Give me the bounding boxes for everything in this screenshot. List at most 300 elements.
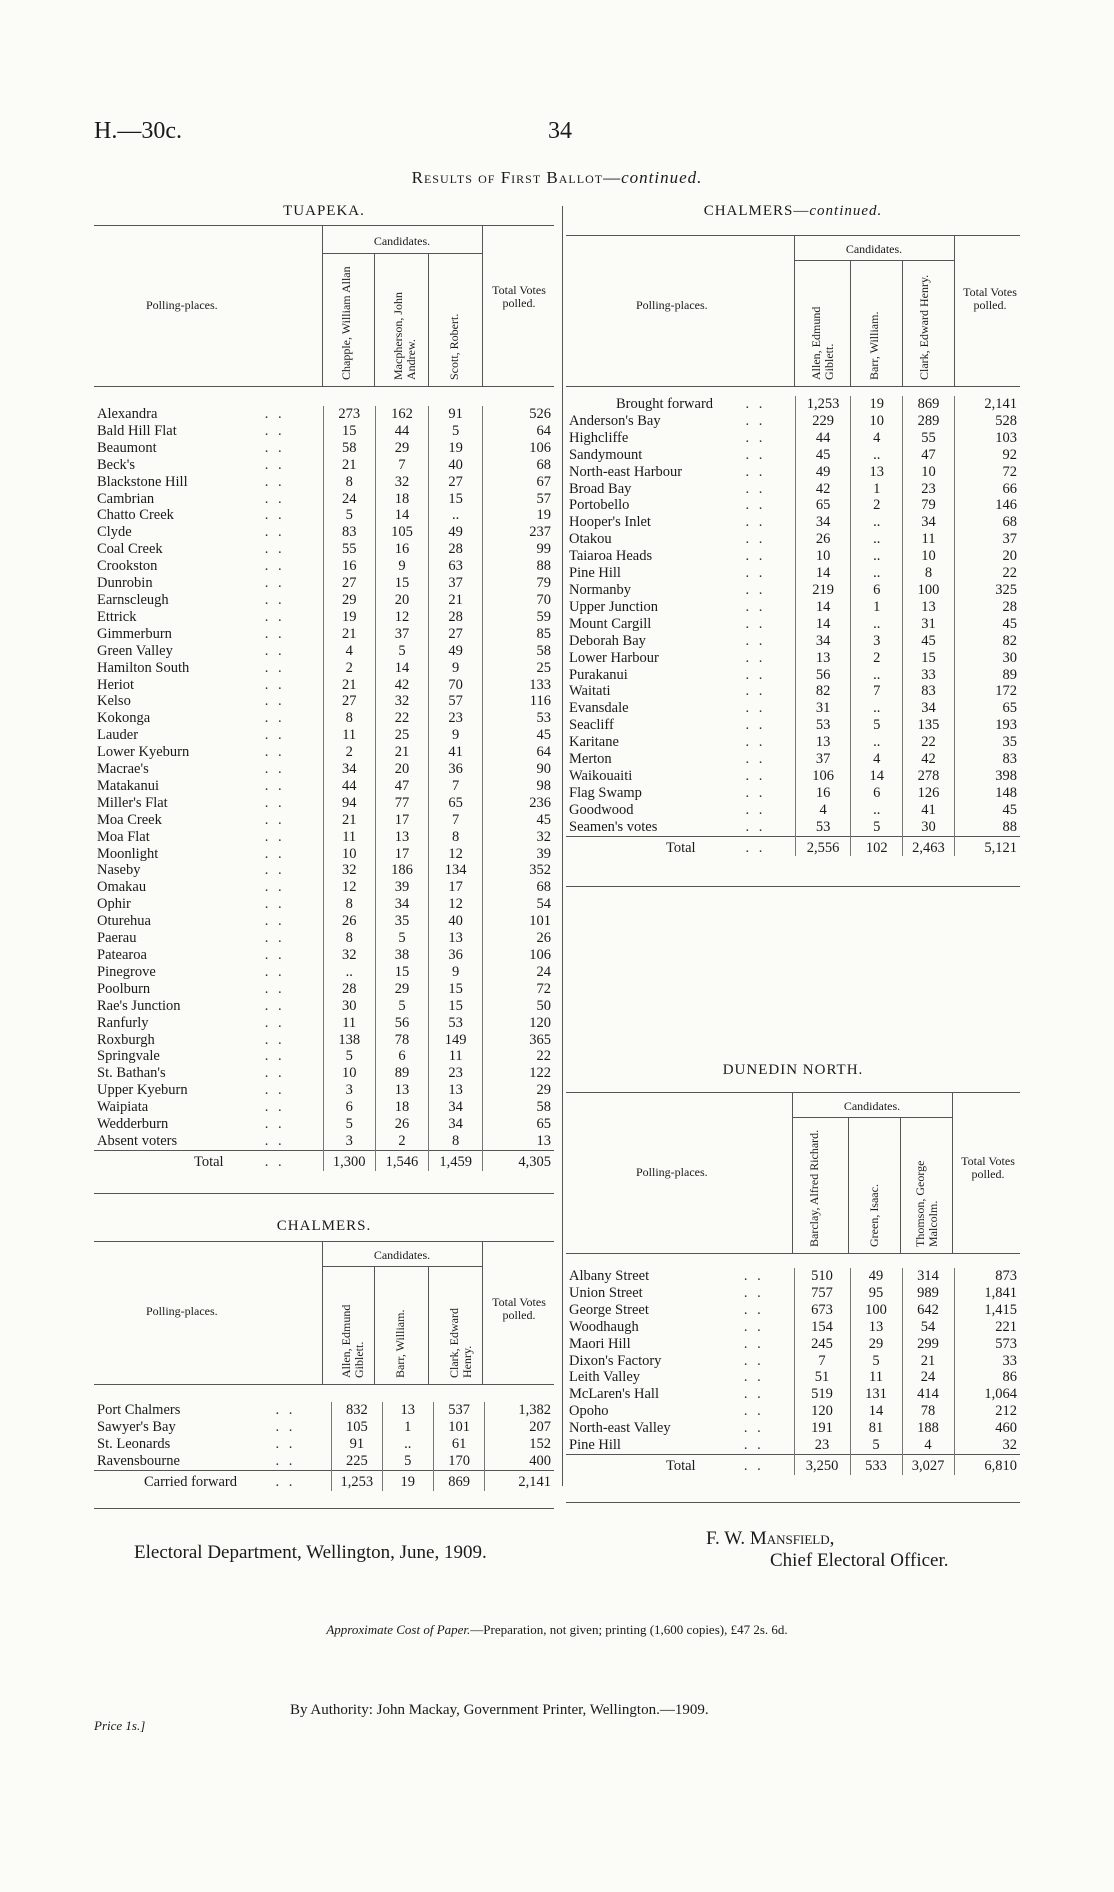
page-title: Results of First Ballot—continued. <box>411 168 703 187</box>
vote-cell: 273 <box>323 406 375 423</box>
total-votes-cell: 67 <box>483 474 554 491</box>
vote-cell: 89 <box>375 1065 429 1082</box>
vote-cell: 229 <box>795 413 851 430</box>
total-votes-cell: 148 <box>954 785 1020 802</box>
vote-cell: 8 <box>323 896 375 913</box>
vote-cell: 28 <box>323 981 375 998</box>
vote-cell: 4 <box>851 430 903 447</box>
table-row <box>94 677 554 694</box>
dunedin-north-title: DUNEDIN NORTH. <box>722 1062 864 1078</box>
table-row <box>94 626 554 643</box>
total-votes-cell: 72 <box>483 981 554 998</box>
vote-cell: 53 <box>795 819 851 836</box>
polling-place: Albany Street <box>569 1268 650 1284</box>
leader-dots: . . <box>264 1116 285 1133</box>
candidates-label: Candidates. <box>843 1099 901 1113</box>
total-votes-cell: 103 <box>954 430 1020 447</box>
total-votes-cell: 325 <box>954 582 1020 599</box>
total-votes-cell: 70 <box>483 592 554 609</box>
table-row <box>566 413 1020 430</box>
table-row <box>94 575 554 592</box>
total-row: Total . . 2,556 102 2,463 5,121 <box>566 836 1020 856</box>
carried-forward-row: Carried forward . . 1,253 19 869 2,141 <box>94 1470 554 1490</box>
vote-cell: 29 <box>850 1336 902 1353</box>
leader-dots: . . <box>264 727 285 744</box>
polling-place: Lower Harbour <box>569 649 659 666</box>
vote-cell: 16 <box>795 785 851 802</box>
vote-cell: 34 <box>375 896 429 913</box>
leader-dots: . . <box>745 666 766 683</box>
vote-cell: 11 <box>429 1048 483 1065</box>
leader-dots: . . <box>745 446 766 463</box>
vote-cell: 29 <box>375 981 429 998</box>
vote-cell: 13 <box>375 1082 429 1099</box>
vote-cell: 14 <box>795 599 851 616</box>
polling-place: Moa Creek <box>97 811 162 828</box>
candidate-name: Scott, Robert. <box>447 313 461 380</box>
vote-cell: .. <box>851 565 903 582</box>
vote-cell: 47 <box>375 778 429 795</box>
vote-cell: 188 <box>902 1420 954 1437</box>
vote-cell: 21 <box>902 1353 954 1370</box>
vote-cell: 135 <box>903 717 955 734</box>
leader-dots: . . <box>745 514 766 531</box>
polling-place: Omakau <box>97 879 147 896</box>
tuapeka-table <box>94 406 554 1171</box>
total-votes-cell: 88 <box>954 819 1020 836</box>
table-row <box>566 599 1020 616</box>
vote-cell: 4 <box>795 802 851 819</box>
vote-cell: 10 <box>851 413 903 430</box>
leader-dots: . . <box>264 1048 285 1065</box>
vote-cell: 8 <box>323 474 375 491</box>
polling-place: Bald Hill Flat <box>97 422 177 439</box>
leader-dots: . . <box>264 439 285 456</box>
leader-dots: . . <box>745 412 766 429</box>
vote-cell: 15 <box>375 964 429 981</box>
polling-place: Dunrobin <box>97 575 153 592</box>
vote-cell: 8 <box>323 930 375 947</box>
table-row <box>566 481 1020 498</box>
vote-cell: 41 <box>429 744 483 761</box>
vote-cell: 33 <box>903 667 955 684</box>
leader-dots: . . <box>264 710 285 727</box>
table-row <box>566 819 1020 836</box>
total-votes-cell: 72 <box>954 464 1020 481</box>
vote-cell: 519 <box>794 1386 850 1403</box>
total-votes-cell: 526 <box>483 406 554 423</box>
total-votes-cell: 58 <box>483 643 554 660</box>
total-votes-cell: 400 <box>485 1453 554 1470</box>
vote-cell: 34 <box>903 700 955 717</box>
table-row <box>566 531 1020 548</box>
table-row <box>566 802 1020 819</box>
leader-dots: . . <box>745 632 766 649</box>
vote-cell: 36 <box>429 761 483 778</box>
vote-cell: 5 <box>382 1453 433 1470</box>
brought-cell: 2,141 <box>954 396 1020 413</box>
total-cell: 102 <box>851 836 903 856</box>
total-votes-cell: 45 <box>954 802 1020 819</box>
vote-cell: 9 <box>429 660 483 677</box>
table-row <box>566 683 1020 700</box>
column-divider <box>562 206 563 1486</box>
total-cell: 6,810 <box>954 1454 1020 1474</box>
vote-cell: 47 <box>903 447 955 464</box>
vote-cell: 10 <box>903 548 955 565</box>
vote-cell: 757 <box>794 1285 850 1302</box>
total-votes-cell: 39 <box>483 846 554 863</box>
vote-cell: 44 <box>323 778 375 795</box>
leader-dots: . . <box>264 490 285 507</box>
brought-cell: 869 <box>903 396 955 413</box>
leader-dots: . . <box>743 1268 764 1284</box>
vote-cell: 49 <box>429 643 483 660</box>
vote-cell: 51 <box>794 1369 850 1386</box>
table-row <box>94 998 554 1015</box>
vote-cell: 6 <box>323 1099 375 1116</box>
vote-cell: 44 <box>795 430 851 447</box>
table-row <box>566 497 1020 514</box>
chalmers-cont-suffix: continued. <box>809 203 883 219</box>
leader-dots: . . <box>264 845 285 862</box>
vote-cell: 81 <box>850 1420 902 1437</box>
total-votes-cell: 1,841 <box>954 1285 1020 1302</box>
vote-cell: 37 <box>795 751 851 768</box>
vote-cell: 3 <box>323 1133 375 1150</box>
vote-cell: 30 <box>903 819 955 836</box>
table-row <box>566 565 1020 582</box>
leader-dots: . . <box>743 1386 764 1403</box>
table-row <box>566 447 1020 464</box>
vote-cell: 17 <box>429 879 483 896</box>
vote-cell: 126 <box>903 785 955 802</box>
vote-cell: 56 <box>795 667 851 684</box>
polling-place: Union Street <box>569 1284 643 1301</box>
vote-cell: 42 <box>795 481 851 498</box>
table-row <box>566 1420 1020 1437</box>
polling-place: Heriot <box>97 676 135 693</box>
polling-place: Opoho <box>569 1403 609 1420</box>
table-row <box>94 913 554 930</box>
leader-dots: . . <box>264 456 285 473</box>
vote-cell: 100 <box>903 582 955 599</box>
total-votes-cell: 152 <box>485 1436 554 1453</box>
polling-place: Woodhaugh <box>569 1318 639 1335</box>
total-votes-cell: 45 <box>483 812 554 829</box>
dunedin-north-table <box>566 1268 1020 1475</box>
total-votes-cell: 68 <box>483 879 554 896</box>
vote-cell: 5 <box>323 1048 375 1065</box>
vote-cell: 26 <box>375 1116 429 1133</box>
vote-cell: 191 <box>794 1420 850 1437</box>
vote-cell: 12 <box>323 879 375 896</box>
polling-place: Dixon's Factory <box>569 1352 662 1369</box>
vote-cell: 14 <box>850 1403 902 1420</box>
vote-cell: 26 <box>795 531 851 548</box>
vote-cell: 21 <box>429 592 483 609</box>
leader-dots: . . <box>745 751 766 768</box>
vote-cell: 14 <box>795 565 851 582</box>
total-votes-cell: 573 <box>954 1336 1020 1353</box>
table-row <box>566 667 1020 684</box>
table-row <box>94 440 554 457</box>
title-main: Results of First Ballot <box>411 168 604 187</box>
vote-cell: 78 <box>375 1032 429 1049</box>
polling-place: Waikouaiti <box>569 767 633 784</box>
leader-dots: . . <box>264 625 285 642</box>
total-votes-cell: 92 <box>954 447 1020 464</box>
polling-place: Wedderburn <box>97 1116 169 1133</box>
polling-place: Waitati <box>569 683 611 700</box>
vote-cell: 138 <box>323 1032 375 1049</box>
vote-cell: 21 <box>375 744 429 761</box>
polling-places-label: Polling-places. <box>636 1165 708 1179</box>
table-row <box>94 761 554 778</box>
candidate-name: Barclay, Alfred Richard. <box>807 1129 821 1247</box>
vote-cell: 45 <box>903 633 955 650</box>
table-row <box>94 1082 554 1099</box>
total-votes-cell: 20 <box>954 548 1020 565</box>
polling-place: Hooper's Inlet <box>569 514 651 531</box>
total-votes-cell: 57 <box>483 491 554 508</box>
leader-dots: . . <box>745 801 766 818</box>
polling-place: Earnscleugh <box>97 591 169 608</box>
vote-cell: 12 <box>429 846 483 863</box>
total-cell: 1,546 <box>375 1150 429 1170</box>
leader-dots: . . <box>743 1335 764 1352</box>
department-line: Electoral Department, Wellington, June, 1909. <box>134 1542 487 1563</box>
leader-dots: . . <box>745 683 766 700</box>
carried-cell: 1,253 <box>331 1470 382 1490</box>
vote-cell: 134 <box>429 862 483 879</box>
total-cell: 1,300 <box>323 1150 375 1170</box>
table-row <box>94 524 554 541</box>
polling-place: Pine Hill <box>569 565 621 582</box>
polling-place: Sawyer's Bay <box>97 1418 176 1435</box>
leader-dots: . . <box>264 1065 285 1082</box>
vote-cell: 55 <box>903 430 955 447</box>
total-votes-label: Total Votes polled. <box>961 1154 1015 1181</box>
leader-dots: . . <box>745 717 766 734</box>
leader-dots: . . <box>745 581 766 598</box>
polling-place: Taiaroa Heads <box>569 548 653 565</box>
polling-place: Goodwood <box>569 801 634 818</box>
vote-cell: 19 <box>323 609 375 626</box>
polling-place: Ravensbourne <box>97 1452 180 1469</box>
page-number: 34 <box>548 118 572 144</box>
leader-dots: . . <box>264 794 285 811</box>
vote-cell: 32 <box>323 862 375 879</box>
cost-text: —Preparation, not given; printing (1,600 copies), £47 2s. 6d. <box>470 1622 788 1637</box>
vote-cell: 17 <box>375 812 429 829</box>
vote-cell: 13 <box>903 599 955 616</box>
table-row <box>566 616 1020 633</box>
chalmers-header <box>94 1241 554 1385</box>
vote-cell: .. <box>851 447 903 464</box>
vote-cell: 7 <box>375 457 429 474</box>
total-votes-cell: 65 <box>483 1116 554 1133</box>
total-votes-cell: 26 <box>483 930 554 947</box>
vote-cell: 40 <box>429 457 483 474</box>
polling-place: Normanby <box>569 581 632 598</box>
table-row <box>94 778 554 795</box>
total-votes-label: Total Votes polled. <box>492 1295 546 1322</box>
leader-dots: . . <box>264 1132 285 1149</box>
leader-dots: . . <box>743 1284 764 1301</box>
total-votes-cell: 28 <box>954 599 1020 616</box>
total-votes-cell: 68 <box>954 514 1020 531</box>
vote-cell: 5 <box>851 819 903 836</box>
polling-place: Seacliff <box>569 717 614 734</box>
total-cell: 5,121 <box>954 836 1020 856</box>
vote-cell: .. <box>851 734 903 751</box>
polling-place: Gimmerburn <box>97 625 172 642</box>
vote-cell: 25 <box>375 727 429 744</box>
leader-dots: . . <box>264 1082 285 1099</box>
vote-cell: 14 <box>375 507 429 524</box>
table-row <box>566 717 1020 734</box>
vote-cell: 24 <box>323 491 375 508</box>
vote-cell: 29 <box>375 440 429 457</box>
polling-places-label: Polling-places. <box>636 298 708 312</box>
vote-cell: .. <box>851 667 903 684</box>
polling-place: George Street <box>569 1301 649 1318</box>
carried-label: Carried forward <box>94 1470 240 1490</box>
vote-cell: 16 <box>323 558 375 575</box>
vote-cell: 27 <box>323 575 375 592</box>
total-votes-cell: 116 <box>483 693 554 710</box>
polling-place: Karitane <box>569 734 619 751</box>
vote-cell: 414 <box>902 1386 954 1403</box>
vote-cell: 34 <box>795 633 851 650</box>
vote-cell: 10 <box>903 464 955 481</box>
polling-place: Leith Valley <box>569 1369 641 1386</box>
total-votes-cell: 1,064 <box>954 1386 1020 1403</box>
table-row <box>566 650 1020 667</box>
total-votes-cell: 64 <box>483 744 554 761</box>
leader-dots: . . <box>745 480 766 497</box>
polling-place: Naseby <box>97 862 141 879</box>
total-votes-cell: 30 <box>954 650 1020 667</box>
leader-dots: . . <box>745 565 766 582</box>
vote-cell: 3 <box>851 633 903 650</box>
vote-cell: 37 <box>375 626 429 643</box>
brought-forward-row: Brought forward . . 1,253 19 869 2,141 <box>566 396 1020 413</box>
vote-cell: 989 <box>902 1285 954 1302</box>
vote-cell: 5 <box>323 1116 375 1133</box>
candidate-name: Barr, William. <box>393 1309 407 1378</box>
vote-cell: 20 <box>375 592 429 609</box>
vote-cell: 18 <box>375 1099 429 1116</box>
total-votes-cell: 86 <box>954 1369 1020 1386</box>
vote-cell: 18 <box>375 491 429 508</box>
vote-cell: 23 <box>794 1437 850 1454</box>
polling-place: Cambrian <box>97 490 155 507</box>
leader-dots: . . <box>264 541 285 558</box>
vote-cell: 5 <box>375 643 429 660</box>
table-row <box>566 1302 1020 1319</box>
vote-cell: .. <box>851 700 903 717</box>
vote-cell: 34 <box>429 1116 483 1133</box>
leader-dots: . . <box>264 422 285 439</box>
total-votes-cell: 1,415 <box>954 1302 1020 1319</box>
polling-place: Ophir <box>97 896 131 913</box>
vote-cell: 4 <box>851 751 903 768</box>
table-row <box>94 981 554 998</box>
vote-cell: 77 <box>375 795 429 812</box>
brought-cell: 19 <box>851 396 903 413</box>
polling-place: Beaumont <box>97 439 157 456</box>
table-row <box>94 592 554 609</box>
total-votes-cell: 221 <box>954 1319 1020 1336</box>
table-row <box>94 795 554 812</box>
vote-cell: .. <box>851 514 903 531</box>
vote-cell: 70 <box>429 677 483 694</box>
polling-place: Flag Swamp <box>569 784 642 801</box>
total-votes-cell: 88 <box>483 558 554 575</box>
leader-dots: . . <box>275 1418 296 1435</box>
polling-place: Green Valley <box>97 642 173 659</box>
vote-cell: 26 <box>323 913 375 930</box>
vote-cell: 41 <box>903 802 955 819</box>
vote-cell: 8 <box>429 1133 483 1150</box>
vote-cell: 7 <box>851 683 903 700</box>
vote-cell: 57 <box>429 693 483 710</box>
leader-dots: . . <box>264 575 285 592</box>
total-votes-cell: 58 <box>483 1099 554 1116</box>
total-votes-cell: 89 <box>954 667 1020 684</box>
table-row <box>566 514 1020 531</box>
total-votes-cell: 53 <box>483 710 554 727</box>
polling-place: St. Leonards <box>97 1435 171 1452</box>
vote-cell: 13 <box>851 464 903 481</box>
polling-place: Rae's Junction <box>97 997 181 1014</box>
table-row <box>566 768 1020 785</box>
chalmers-table <box>94 1402 554 1491</box>
vote-cell: 19 <box>429 440 483 457</box>
table-row <box>94 1453 554 1470</box>
table-row <box>94 947 554 964</box>
polling-place: Macrae's <box>97 761 149 778</box>
polling-places-label: Polling-places. <box>146 1304 218 1318</box>
leader-dots: . . <box>264 1014 285 1031</box>
total-votes-cell: 29 <box>483 1082 554 1099</box>
leader-dots: . . <box>743 1420 764 1437</box>
leader-dots: . . <box>264 406 285 422</box>
vote-cell: 3 <box>323 1082 375 1099</box>
table-row <box>94 1065 554 1082</box>
total-votes-cell: 22 <box>483 1048 554 1065</box>
vote-cell: 11 <box>323 829 375 846</box>
total-cell: 4,305 <box>483 1150 554 1170</box>
total-votes-cell: 83 <box>954 751 1020 768</box>
total-label: Total <box>94 1150 227 1170</box>
vote-cell: 20 <box>375 761 429 778</box>
polling-place: North-east Harbour <box>569 463 683 480</box>
vote-cell: 11 <box>323 1015 375 1032</box>
vote-cell: 40 <box>429 913 483 930</box>
polling-place: Upper Kyeburn <box>97 1082 188 1099</box>
total-votes-cell: 98 <box>483 778 554 795</box>
vote-cell: 299 <box>902 1336 954 1353</box>
vote-cell: 55 <box>323 541 375 558</box>
vote-cell: 186 <box>375 862 429 879</box>
cost-line <box>0 1622 1114 1638</box>
vote-cell: 149 <box>429 1032 483 1049</box>
polling-place: Clyde <box>97 524 132 541</box>
table-row <box>94 1015 554 1032</box>
